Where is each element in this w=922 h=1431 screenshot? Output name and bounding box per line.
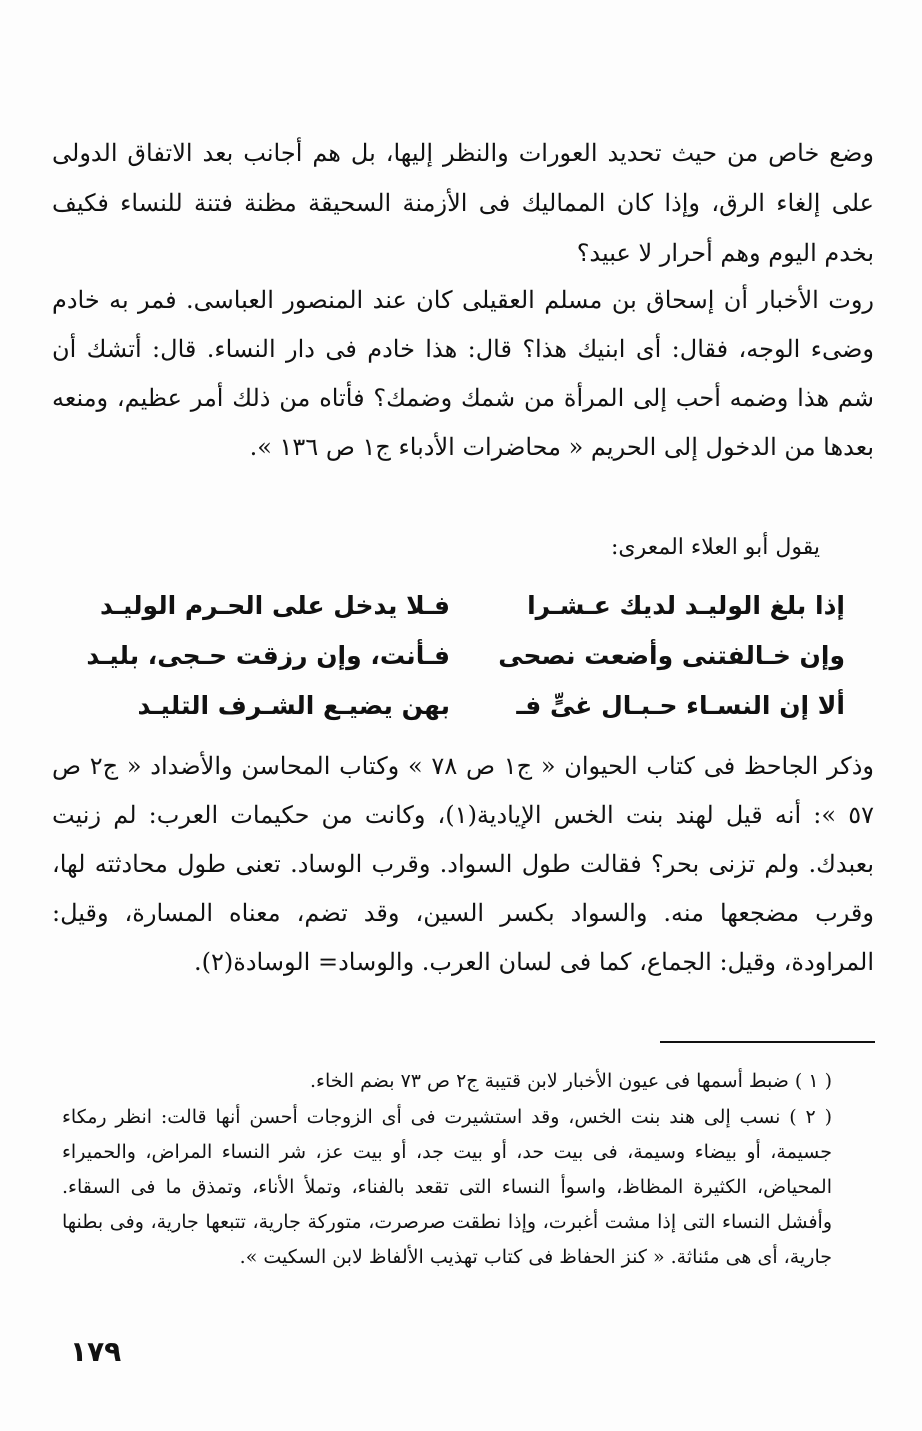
verse-first-hemistich: إذا بلغ الوليـد لديك عـشـرا [527,590,845,620]
footnote-2: ( ٢ ) نسب إلى هند بنت الخس، وقد استشيرت فى أى الزوجات أحسن أنها قالت: انظر رمكاء جسيمة، أو بيضاء وسيمة، فى بيت حد، أو بيت جد، أو بيت عز، شر النساء المراض، والحميراء المحياض، الكثيرة المظاظ، واسوأ النساء التى تقعد بالفناء، وتملأ الأناء، وتمذق ما فى السقاء. وأفشل النساء التى إذا مشت أغبرت، وإذا نطقت صرصرت، متوركة جارية، تتبعها جارية، وفى بطنها جارية، أى هى مئناثة. « كنز الحفاظ فى كتاب تهذيب الألفاظ لابن السكيت ». [62,1106,833,1268]
poem-intro: يقول أبو العلاء المعرى: [611,535,820,560]
verse-second-hemistich: بهن يضيـع الشـرف التليـد [137,690,450,720]
paragraph-2: روت الأخبار أن إسحاق بن مسلم العقيلى كان عند المنصور العباسى. فمر به خادم وضىء الوجه، فقال: أى ابنيك هذا؟ قال: هذا خادم فى دار النساء. قال: أتشك أن شم هذا وضمه أحب إلى المرأة من شمك وضمك؟ فأتاه من ذلك أمر عظيم، ومنعه بعدها من الدخول إلى الحريم « محاضرات الأدباء ج١ ص ١٣٦ ». [52,286,874,461]
poem-verse [99,580,845,630]
paragraph-1: وضع خاص من حيث تحديد العورات والنظر إليها، بل هم أجانب بعد الاتفاق الدولى على إلغاء الرق، وإذا كان المماليك فى الأزمنة السحيقة مظنة فتنة للنساء فكيف بخدم اليوم وهم أحرار لا عبيد؟ [52,139,874,267]
verse-second-hemistich: فـلا يدخل على الحـرم الوليـد [99,590,450,620]
verse-first-hemistich: وإن خـالفتنى وأضعت نصحى [498,640,845,670]
poem-verse [86,630,845,680]
verse-second-hemistich: فـأنت، وإن رزقت حـجى، بليـد [86,640,450,670]
verse-first-hemistich: ألا إن النسـاء حـبـال غىٍّ فـ [516,690,845,720]
page-number: ١٧٩ [70,1335,122,1368]
poem [86,580,845,730]
footnote-1: ( ١ ) ضبط أسمها فى عيون الأخبار لابن قتيبة ج٢ ص ٧٣ بضم الخاء. [309,1070,832,1092]
poem-verse [105,680,845,730]
footnote-divider [660,1041,875,1043]
paragraph-4: وذكر الجاحظ فى كتاب الحيوان « ج١ ص ٧٨ » وكتاب المحاسن والأضداد « ج٢ ص ٥٧ »: أنه قيل لهند بنت الخس الإيادية(١)، وكانت من حكيمات العرب: لم زنيت بعبدك. ولم تزنى بحر؟ فقالت طول السواد. وقرب الوساد. تعنى طول محادثته لها، وقرب مضجعها منه. والسواد بكسر السين، وقد تضم، معناه المسارة، وقيل: المراودة، وقيل: الجماع، كما فى لسان العرب. والوساد= الوسادة(٢). [52,752,874,976]
